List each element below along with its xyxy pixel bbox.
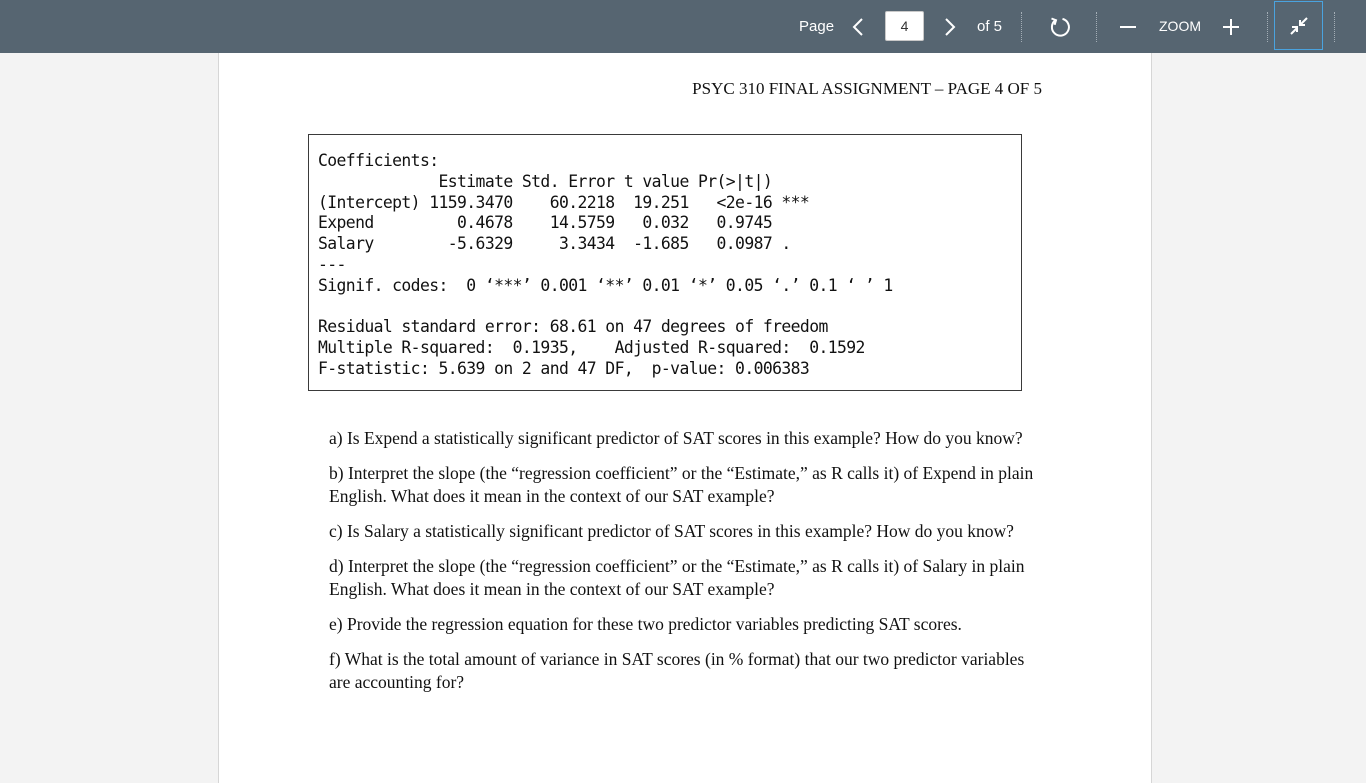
r-output-line: F-statistic: 5.639 on 2 and 47 DF, p-value: 0.006383 [318,358,810,378]
minus-icon [1119,18,1137,36]
exit-fullscreen-icon [1289,16,1309,36]
zoom-in-button[interactable] [1220,0,1242,53]
toolbar-divider [1096,12,1097,42]
r-output-line: Signif. codes: 0 ‘***’ 0.001 ‘**’ 0.01 ‘*’ 0.05 ‘.’ 0.1 ‘ ’ 1 [318,275,893,295]
question-list [329,427,1035,706]
toolbar-divider [1334,12,1335,42]
r-output-line: Estimate Std. Error t value Pr(>|t|) [318,171,773,191]
r-output-line: Multiple R-squared: 0.1935, Adjusted R-squared: 0.1592 [318,338,865,358]
question-b: b) Interpret the slope (the “regression coefficient” or the “Estimate,” as R calls it) of Expend in plain English. What does it mean in the context of our SAT example? [329,463,1034,506]
question-d: d) Interpret the slope (the “regression coefficient” or the “Estimate,” as R calls it) of Salary in plain English. What does it mean in the context of our SAT example? [329,556,1025,599]
r-output-line: Salary -5.6329 3.3434 -1.685 0.0987 . [318,234,791,254]
question-a: a) Is Expend a statistically significant predictor of SAT scores in this example? How do you know? [329,428,1023,448]
document-page [218,53,1152,783]
r-output-line: Expend 0.4678 14.5759 0.032 0.9745 [318,213,773,233]
next-page-button[interactable] [939,0,961,53]
r-output-line: Coefficients: [318,151,439,170]
viewer-toolbar [0,0,1366,53]
previous-page-button[interactable] [847,0,869,53]
question-f: f) What is the total amount of variance in SAT scores (in % format) that our two predictor variables are accounting for? [329,649,1025,692]
rotate-button[interactable] [1044,0,1076,53]
toolbar-divider [1267,12,1268,42]
r-output-text [318,151,1021,380]
r-output-line: --- [318,254,346,274]
page-header: PSYC 310 FINAL ASSIGNMENT – PAGE 4 OF 5 [692,79,1042,98]
rotate-icon [1048,15,1072,39]
zoom-out-button[interactable] [1118,0,1138,53]
chevron-left-icon [852,17,864,37]
exit-fullscreen-button[interactable] [1274,1,1323,50]
chevron-right-icon [944,17,956,37]
r-output-box [308,134,1022,391]
toolbar-divider [1021,12,1022,42]
page-number-input[interactable] [885,11,924,41]
page-total: of 5 [977,18,1003,35]
r-output-line: Residual standard error: 68.61 on 47 degrees of freedom [318,317,828,337]
zoom-label: ZOOM [1159,18,1201,34]
page-label: Page [799,18,835,35]
r-output-line: (Intercept) 1159.3470 60.2218 19.251 <2e-16 *** [318,192,810,212]
question-c: c) Is Salary a statistically significant predictor of SAT scores in this example? How do you know? [329,521,1014,541]
plus-icon [1222,18,1240,36]
question-e: e) Provide the regression equation for these two predictor variables predicting SAT scores. [329,614,962,634]
